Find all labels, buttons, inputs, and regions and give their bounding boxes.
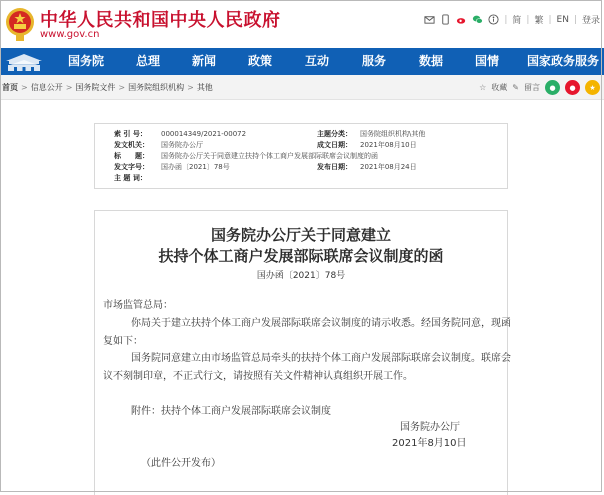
- attachment-line: 附件：扶持个体工商户发展部际联席会议制度: [131, 406, 331, 417]
- issuer-label: 发文机关：: [114, 141, 149, 149]
- issuer-value: 国务院办公厅: [161, 141, 203, 149]
- salutation: 市场监管总局：: [103, 300, 173, 311]
- keywords-label: 主 题 词：: [114, 174, 147, 182]
- header-tools: | 简 | 繁 | EN | 登录: [424, 13, 600, 26]
- paragraph-2-line-1: 国务院同意建立由市场监管总局牵头的扶持个体工商户发展部际联席会议制度。联席会: [131, 353, 511, 364]
- document-title-line1: 国务院办公厅关于同意建立: [210, 226, 391, 244]
- title-label: 标 题：: [114, 152, 149, 160]
- publish-date-value: 2021年08月24日: [360, 163, 417, 171]
- nav-item-interaction[interactable]: 互动: [304, 54, 329, 68]
- publication-note: （此件公开发布）: [141, 458, 221, 469]
- lang-simplified[interactable]: 简: [512, 16, 522, 26]
- document-title-line2: 扶持个体工商户发展部际联席会议制度的函: [158, 247, 444, 265]
- message-icon[interactable]: ✎: [512, 83, 519, 92]
- chevron-right-icon: >: [187, 83, 194, 92]
- paragraph-2-line-2: 议不刻制印章，不正式行文，请按照有关文件精神认真组织开展工作。: [103, 371, 413, 382]
- nav-item-news[interactable]: 新闻: [191, 54, 216, 68]
- wechat-share-icon[interactable]: ●: [545, 80, 560, 95]
- national-emblem-icon[interactable]: [5, 5, 35, 43]
- site-title[interactable]: 中华人民共和国中央人民政府: [40, 10, 281, 31]
- message-link[interactable]: 留言: [524, 83, 540, 92]
- wechat-icon[interactable]: [472, 14, 483, 25]
- chevron-right-icon: >: [65, 83, 73, 92]
- breadcrumb-home[interactable]: 首页: [2, 83, 18, 92]
- nav-item-services[interactable]: 服务: [361, 54, 386, 68]
- chevron-right-icon: >: [21, 83, 28, 92]
- subject-value: 国务院组织机构\其他: [360, 130, 426, 138]
- nav-item-national-info[interactable]: 国情: [474, 54, 499, 68]
- breadcrumb-state-council-docs[interactable]: 国务院文件: [75, 83, 116, 92]
- publish-date-label: 发布日期：: [317, 163, 352, 171]
- breadcrumb: [0, 75, 604, 100]
- written-date-label: 成文日期：: [317, 141, 352, 149]
- lang-english[interactable]: EN: [556, 14, 569, 25]
- main-nav: [0, 48, 604, 75]
- document-metadata: [94, 123, 508, 189]
- lang-traditional[interactable]: 繁: [534, 16, 544, 26]
- weibo-share-icon[interactable]: ●: [565, 80, 580, 95]
- paragraph-1-line-2: 复如下：: [103, 336, 143, 347]
- mail-icon[interactable]: [424, 14, 435, 25]
- written-date-value: 2021年08月10日: [360, 141, 417, 149]
- mobile-icon[interactable]: [440, 14, 451, 25]
- signature: 国务院办公厅: [400, 422, 460, 433]
- login-link[interactable]: 登录: [581, 16, 600, 26]
- accessibility-icon[interactable]: [488, 14, 499, 25]
- breadcrumb-info-disclosure[interactable]: 信息公开: [30, 83, 63, 92]
- document-title: [95, 225, 507, 267]
- document-number: 国办函〔2021〕78号: [256, 271, 346, 281]
- nav-item-data[interactable]: 数据: [418, 54, 443, 68]
- breadcrumb-other[interactable]: 其他: [196, 83, 213, 92]
- subject-label: 主题分类：: [317, 130, 352, 138]
- breadcrumb-org[interactable]: 国务院组织机构: [128, 83, 185, 92]
- title-value: 国务院办公厅关于同意建立扶持个体工商户发展部际联席会议制度的函: [161, 152, 378, 160]
- chevron-right-icon: >: [118, 83, 126, 92]
- document-body: [94, 210, 511, 495]
- paragraph-1-line-1: 你局关于建立扶持个体工商户发展部际联席会议制度的请示收悉。经国务院同意，现函: [131, 318, 511, 329]
- tiananmen-icon[interactable]: [0, 48, 48, 75]
- signing-date: 2021年8月10日: [392, 438, 467, 449]
- index-no-value: 000014349/2021-00072: [161, 130, 247, 138]
- nav-item-policy[interactable]: 政策: [247, 54, 272, 68]
- index-no-label: 索 引 号：: [114, 130, 147, 138]
- star-icon[interactable]: ☆: [479, 83, 487, 92]
- favorite-link[interactable]: 收藏: [491, 83, 508, 92]
- qzone-share-icon[interactable]: ★: [585, 80, 600, 95]
- doc-no-label: 发文字号：: [114, 163, 149, 171]
- doc-no-value: 国办函〔2021〕78号: [161, 163, 230, 171]
- site-header: [0, 0, 604, 48]
- nav-item-premier[interactable]: 总理: [135, 54, 160, 68]
- nav-item-state-council[interactable]: 国务院: [67, 54, 104, 68]
- nav-item-gov-services[interactable]: 国家政务服务: [526, 54, 599, 68]
- site-domain: www.gov.cn: [40, 29, 100, 40]
- weibo-icon[interactable]: [456, 14, 467, 25]
